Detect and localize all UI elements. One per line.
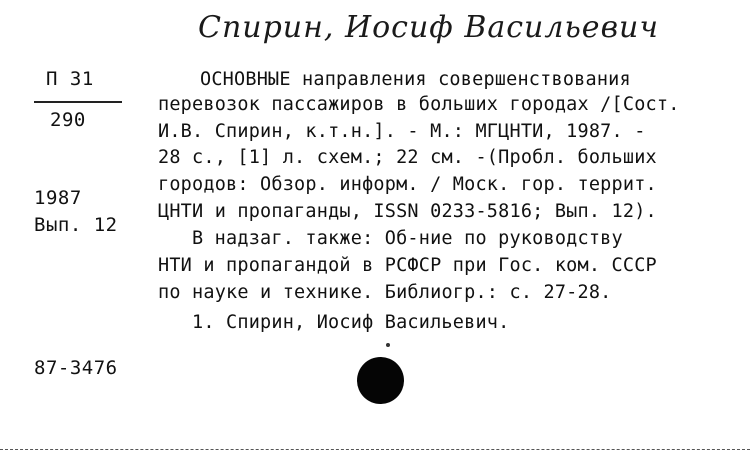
note-line: НТИ и пропагандой в РСФСР при Гос. ком. СССР <box>158 255 657 276</box>
description-line: ЦНТИ и пропаганды, ISSN 0233-5816; Вып. 12). <box>158 201 657 222</box>
description-line: городов: Обзор. информ. / Моск. гор. террит. <box>158 174 657 195</box>
publication-year: 1987 <box>34 187 82 209</box>
description-line: 28 с., [1] л. схем.; 22 см. -(Пробл. больших <box>158 147 657 168</box>
card-bottom-edge <box>0 449 750 452</box>
note-line: В надзаг. также: Об-ние по руководству <box>192 228 623 249</box>
card-hole <box>357 357 404 404</box>
note-line: по науке и технике. Библиогр.: с. 27-28. <box>158 282 612 303</box>
ink-speck <box>386 343 390 347</box>
issue-number: Вып. 12 <box>34 214 118 236</box>
description-line: перевозок пассажиров в больших городах /[Сост. <box>158 94 680 115</box>
accession-number: 87-3476 <box>34 357 118 379</box>
call-number-below: 290 <box>50 109 86 131</box>
call-number: П 31 <box>46 68 94 90</box>
handwritten-author-heading: Спирин, Иосиф Васильевич <box>198 10 660 45</box>
description-line: И.В. Спирин, к.т.н.]. - М.: МГЦНТИ, 1987. - <box>158 121 646 142</box>
tracing-line: 1. Спирин, Иосиф Васильевич. <box>192 312 510 333</box>
description-line: ОСНОВНЫЕ направления совершенствования <box>200 69 631 90</box>
call-number-divider <box>34 101 122 103</box>
